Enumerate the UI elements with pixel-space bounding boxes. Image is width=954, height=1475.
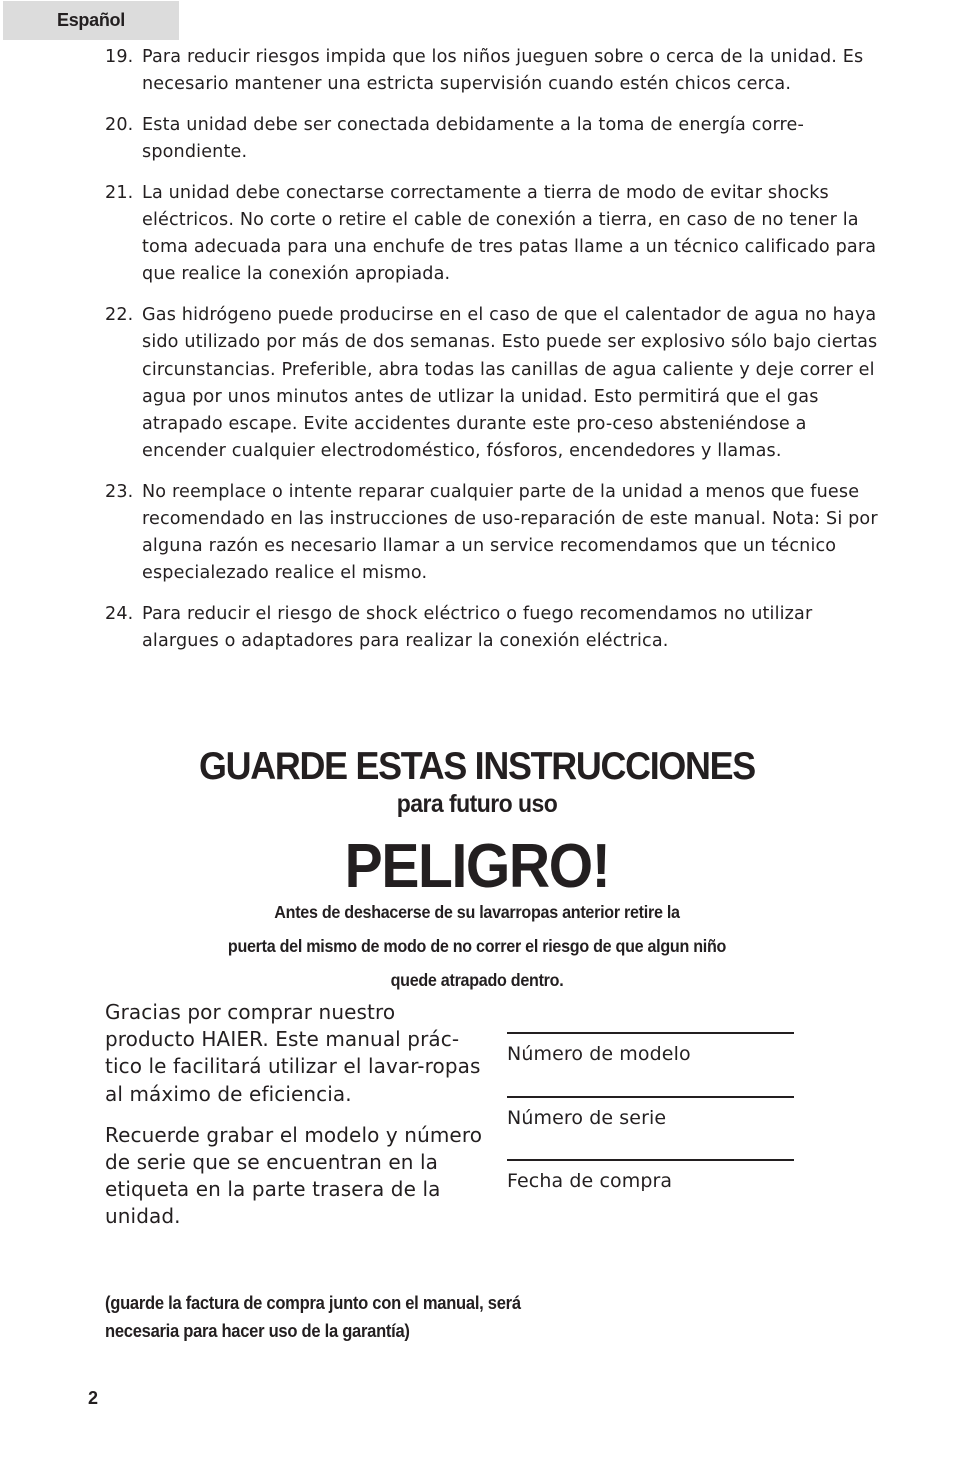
list-item	[105, 302, 885, 465]
intro-paragraph: Recuerde grabar el modelo y número de serie que se encuentran en la etiqueta en la parte trasera de la unidad.	[105, 1122, 483, 1229]
list-item	[105, 112, 885, 166]
warning-line: quede atrapado dentro.	[390, 970, 564, 990]
note-line: (guarde la factura de compra junto con el manual, será	[105, 1293, 521, 1313]
intro-paragraph: Gracias por comprar nuestro producto HAIER. Este manual prác-tico le facilitará utilizar el lavar-ropas al máximo de eficiencia.	[105, 1000, 481, 1106]
safety-instructions-list	[105, 44, 885, 669]
language-tab: Español	[3, 1, 179, 40]
serial-number-field[interactable]	[507, 1096, 794, 1160]
save-instructions-heading: GUARDE ESTAS INSTRUCCIONES	[199, 745, 755, 788]
item-number: 20.	[105, 114, 134, 135]
note-line: necesaria para hacer uso de la garantía)	[105, 1321, 410, 1341]
item-text: Para reducir el riesgo de shock eléctrico o fuego recomendamos no utilizar alargues o adaptadores para realizar la conexión eléctrica.	[142, 604, 813, 652]
danger-warning-text	[0, 895, 954, 997]
save-instructions-subheading: para futuro uso	[396, 790, 558, 818]
item-number: 22.	[105, 305, 134, 326]
item-number: 21.	[105, 182, 134, 203]
warning-line: puerta del mismo de modo de no correr el riesgo de que algun niño	[227, 936, 727, 956]
warranty-note	[105, 1289, 557, 1345]
page-number: 2	[88, 1388, 99, 1408]
field-label: Número de modelo	[507, 1043, 691, 1065]
danger-heading: PELIGRO!	[344, 832, 610, 901]
item-text: Esta unidad debe ser conectada debidamente a la toma de energía corre-spondiente.	[142, 114, 805, 163]
warning-line: Antes de deshacerse de su lavarropas anterior retire la	[274, 902, 680, 922]
purchase-date-field[interactable]	[507, 1159, 794, 1223]
list-item	[105, 479, 885, 588]
intro-text	[105, 999, 485, 1245]
item-number: 19.	[105, 47, 134, 67]
model-number-field[interactable]	[507, 1032, 794, 1096]
list-item	[105, 44, 885, 98]
item-number: 24.	[105, 604, 134, 625]
field-label: Fecha de compra	[507, 1170, 673, 1192]
list-item	[105, 180, 885, 289]
list-item	[105, 601, 885, 655]
item-text: Gas hidrógeno puede producirse en el caso de que el calentador de agua no haya sido utilizado por más de dos semanas. Esto puede ser explosivo sólo bajo ciertas circunstancias. Preferible, abra todas las canillas de agua caliente y deje correr el agua por unos minutos antes de utlizar la unidad. Esto permitirá que el gas atrapado escape. Evite accidentes durante este pro-ceso absteniéndose a encender cualquier electrodoméstico, fósforos, encendedores y llamas.	[142, 305, 878, 462]
item-number: 23.	[105, 481, 134, 502]
field-label: Número de serie	[507, 1106, 667, 1129]
item-text: Para reducir riesgos impida que los niños jueguen sobre o cerca de la unidad. Es necesario mantener una estricta supervisión cuando estén chicos cerca.	[142, 47, 864, 95]
record-fields	[507, 1032, 794, 1223]
item-text: No reemplace o intente reparar cualquier parte de la unidad a menos que fuese recomendado en las instrucciones de uso-reparación de este manual. Nota: Si por alguna razón es necesario llamar a un service recomendamos que un técnico especialezado realice el mismo.	[142, 481, 878, 584]
item-text: La unidad debe conectarse correctamente a tierra de modo de evitar shocks eléctricos. No corte o retire el cable de conexión a tierra, en caso de no tener la toma adecuada para una enchufe de tres patas llame a un técnico calificado para que realice la conexión apropiada.	[142, 182, 877, 285]
